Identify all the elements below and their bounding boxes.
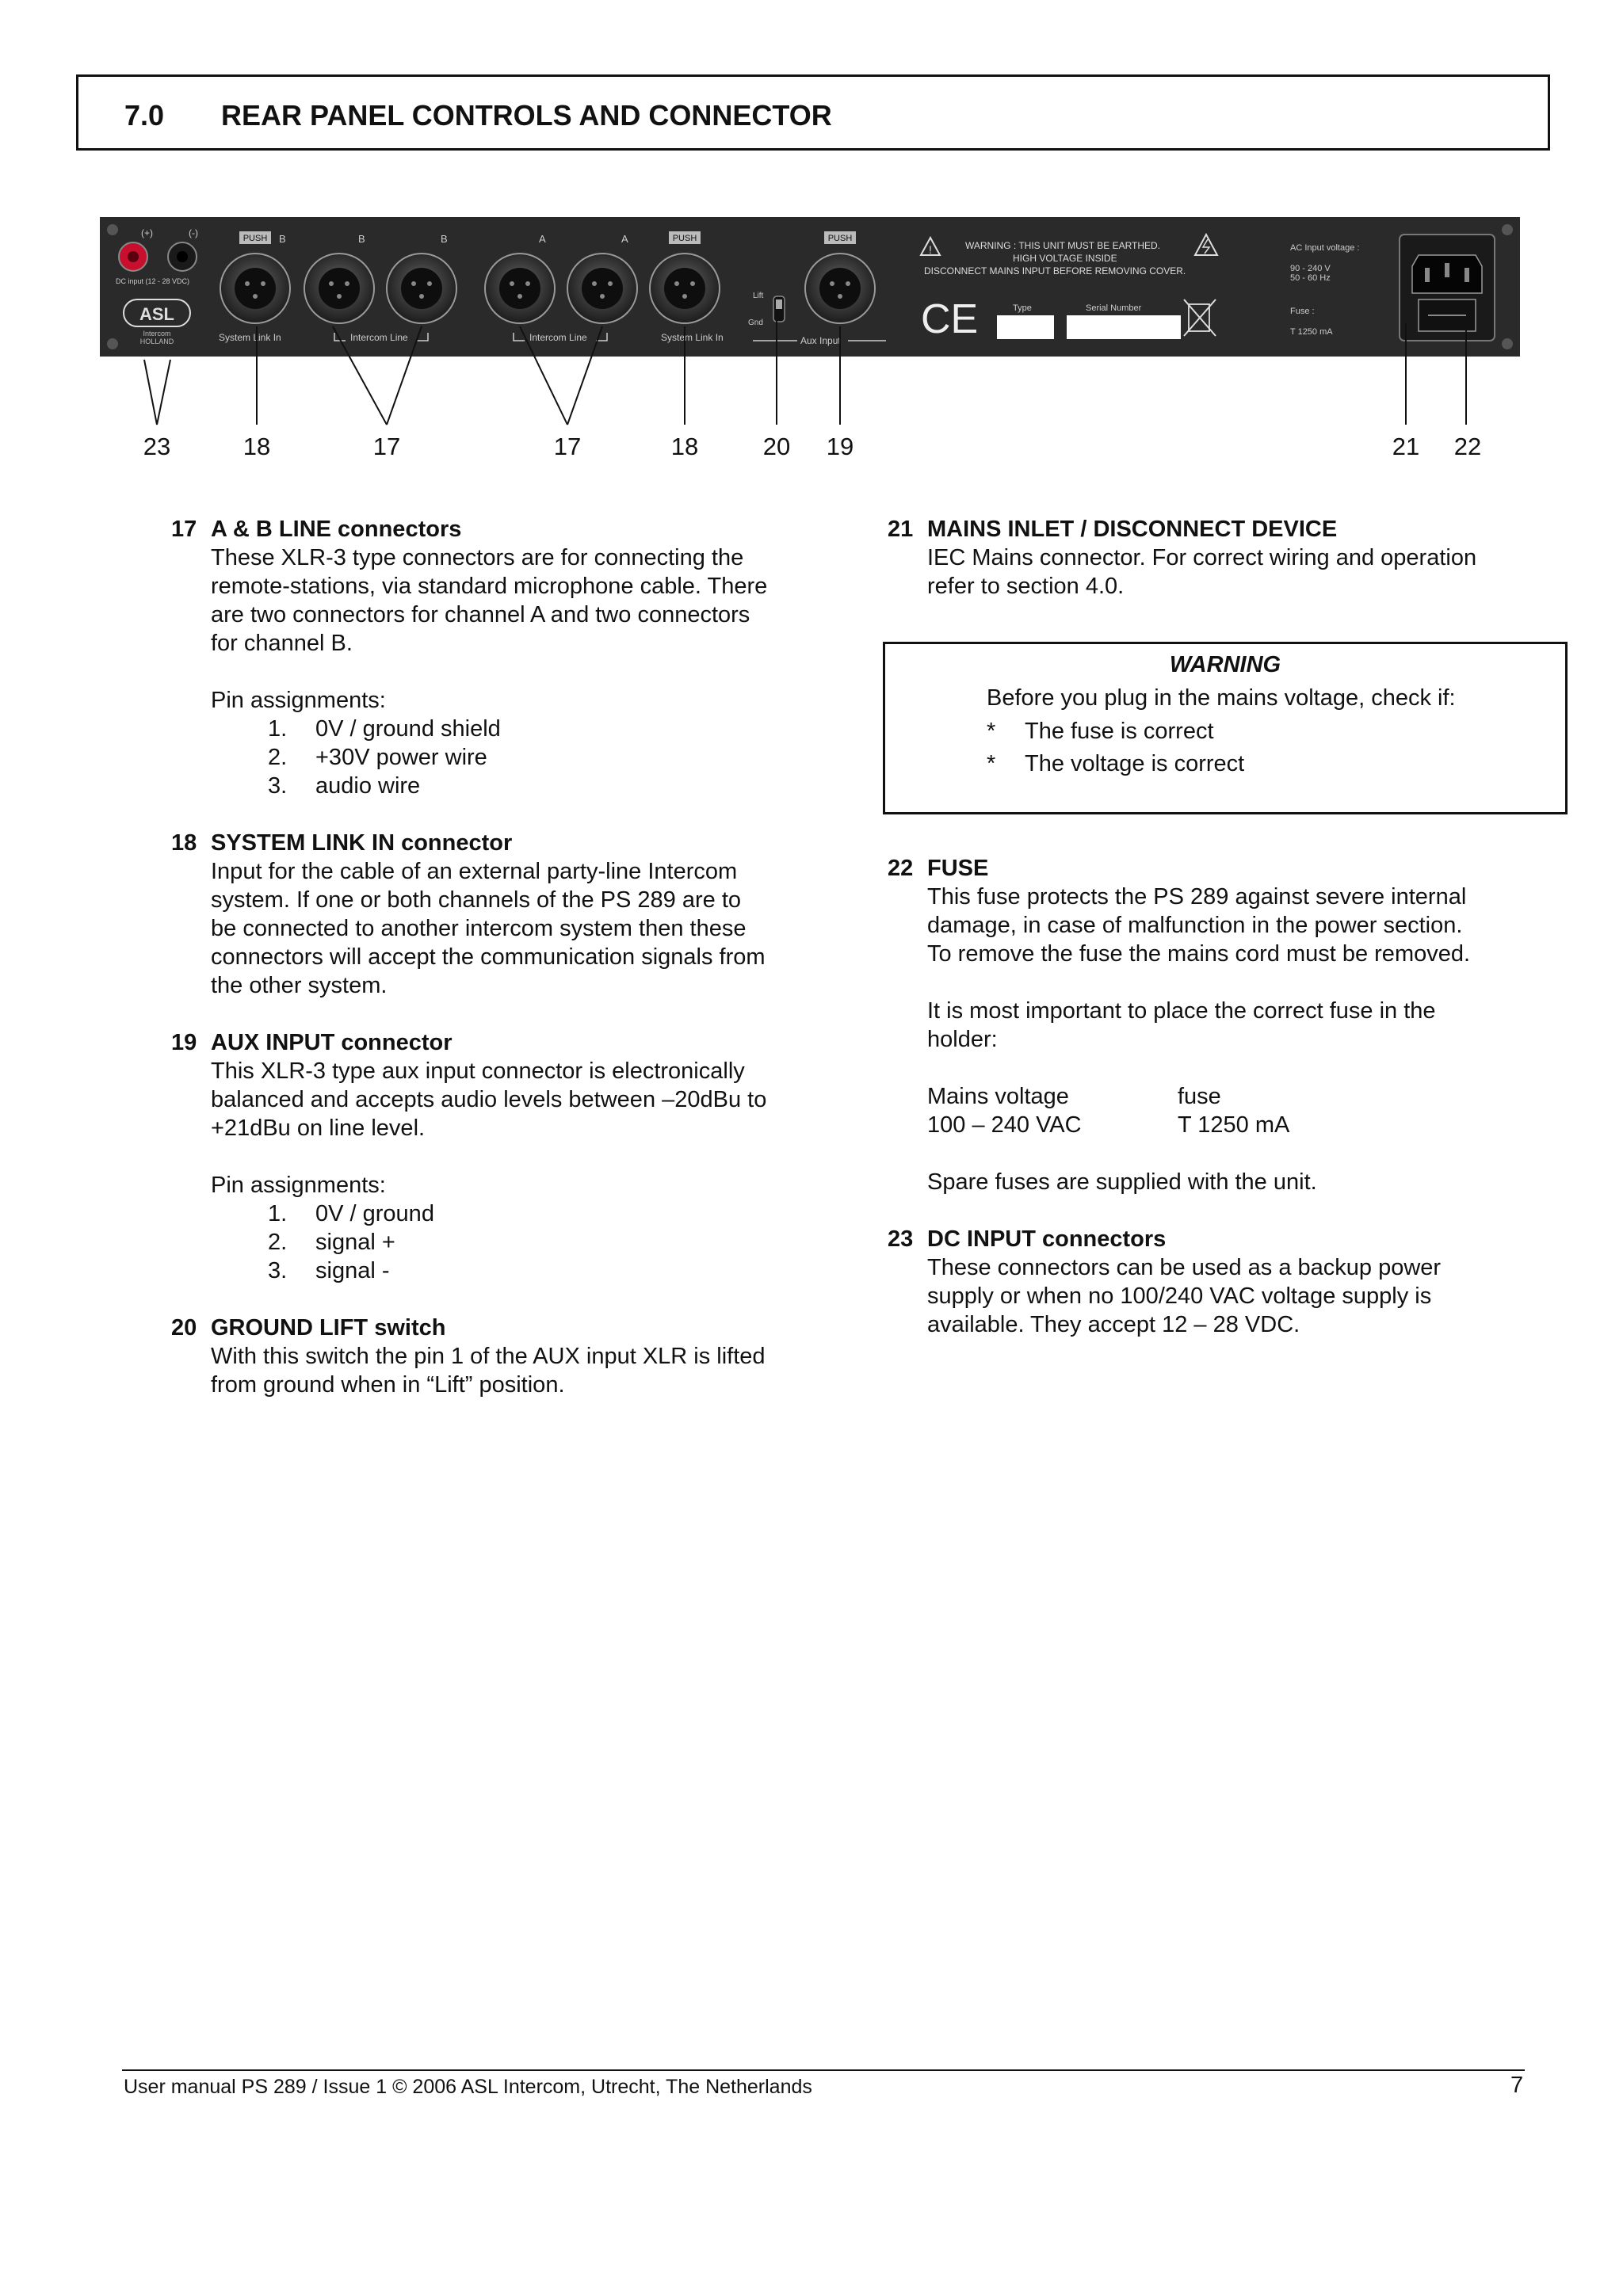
- section-22-line: It is most important to place the correct fuse in the: [927, 998, 1436, 1024]
- section-23-line: available. They accept 12 – 28 VDC.: [927, 1312, 1300, 1337]
- section-19-heading: 19 AUX INPUT connector: [171, 1030, 453, 1055]
- channel-a-label: A: [539, 233, 546, 245]
- section-19-line: balanced and accepts audio levels between –20dBu to: [211, 1087, 767, 1112]
- dc-plus-label: (+): [141, 227, 153, 238]
- section-18-line: connectors will accept the communication signals from: [211, 944, 766, 970]
- callout-18: 18: [242, 433, 271, 460]
- section-20-line: With this switch the pin 1 of the AUX input XLR is lifted: [211, 1344, 766, 1369]
- section-21: [888, 515, 1561, 601]
- fuse-table-header-voltage: Mains voltage: [927, 1084, 1069, 1109]
- section-19-line: +21dBu on line level.: [211, 1116, 426, 1141]
- section-18-line: be connected to another intercom system then these: [211, 916, 747, 941]
- svg-text:ASL: ASL: [139, 304, 174, 324]
- section-20-heading: 20 GROUND LIFT switch: [171, 1315, 446, 1341]
- intercom-line-label: Intercom Line: [350, 332, 408, 343]
- svg-text:!: !: [929, 243, 932, 256]
- dc-input-label: DC input (12 - 28 VDC): [116, 277, 190, 285]
- callout-18: 18: [670, 433, 699, 460]
- lift-label: Lift: [753, 292, 764, 300]
- warning-box: WARNING Before you plug in the mains voltage, check if: * The fuse is correct * The voltage is correct: [883, 642, 1568, 814]
- ce-mark: CE: [921, 296, 979, 342]
- intercom-line-label: Intercom Line: [529, 332, 587, 343]
- svg-text:Intercom: Intercom: [143, 330, 171, 338]
- pin-item: 1. 0V / ground: [268, 1201, 434, 1226]
- system-link-in-label: System Link In: [661, 332, 724, 343]
- left-column: [171, 515, 845, 1399]
- pin-assignments-title: Pin assignments:: [211, 688, 386, 713]
- callout-17: 17: [553, 433, 582, 460]
- push-label-1: PUSH: [242, 234, 268, 243]
- push-label-3: PUSH: [827, 234, 853, 243]
- ac-input-label: AC Input voltage :: [1290, 243, 1360, 253]
- section-22-23: [888, 854, 1561, 1339]
- callout-21: 21: [1392, 433, 1420, 460]
- section-21-line: IEC Mains connector. For correct wiring and operation: [927, 545, 1477, 570]
- pin-item: 1. 0V / ground shield: [268, 716, 501, 742]
- callout-19: 19: [826, 433, 854, 460]
- channel-b-label: B: [358, 233, 365, 245]
- spare-fuses-note: Spare fuses are supplied with the unit.: [927, 1169, 1317, 1195]
- svg-text:HOLLAND: HOLLAND: [139, 338, 174, 345]
- ac-range-voltage: 90 - 240 V: [1290, 264, 1331, 273]
- push-label-2: PUSH: [672, 234, 697, 243]
- warning-line-1: WARNING : THIS UNIT MUST BE EARTHED.: [965, 240, 1161, 251]
- channel-b-label: B: [441, 233, 448, 245]
- aux-input-label: Aux Input: [800, 335, 841, 346]
- serial-number-label: Serial Number: [1086, 303, 1142, 313]
- section-17-line: These XLR-3 type connectors are for connecting the: [211, 545, 744, 570]
- section-17-line: for channel B.: [211, 631, 353, 656]
- warning-line-2: HIGH VOLTAGE INSIDE: [1013, 253, 1117, 264]
- section-22-line: damage, in case of malfunction in the power section.: [927, 913, 1463, 938]
- gnd-label: Gnd: [748, 318, 763, 327]
- section-17-heading: 17 A & B LINE connectors: [171, 517, 462, 542]
- section-22-line: To remove the fuse the mains cord must be removed.: [927, 941, 1471, 967]
- fuse-table-fuse: T 1250 mA: [1178, 1112, 1290, 1138]
- section-20-line: from ground when in “Lift” position.: [211, 1372, 565, 1398]
- section-18-line: the other system.: [211, 973, 388, 998]
- page-number: 7: [1510, 2073, 1524, 2098]
- channel-b-label: B: [279, 233, 286, 245]
- section-title: REAR PANEL CONTROLS AND CONNECTOR: [221, 99, 832, 132]
- pin-item: 3. signal -: [268, 1258, 390, 1283]
- section-23-line: supply or when no 100/240 VAC voltage supply is: [927, 1283, 1432, 1309]
- warning-intro: Before you plug in the mains voltage, check if:: [987, 685, 1456, 711]
- pin-item: 3. audio wire: [268, 773, 421, 799]
- fuse-table-voltage: 100 – 240 VAC: [927, 1112, 1082, 1138]
- pin-item: 2. signal +: [268, 1230, 395, 1255]
- fuse-value: T 1250 mA: [1290, 327, 1333, 337]
- section-17-line: are two connectors for channel A and two connectors: [211, 602, 750, 627]
- channel-a-label: A: [621, 233, 628, 245]
- section-21-line: refer to section 4.0.: [927, 574, 1125, 599]
- footer-divider: [122, 2069, 1525, 2071]
- section-22-heading: 22 FUSE: [888, 856, 989, 881]
- system-link-in-label: System Link In: [219, 332, 281, 343]
- callout-22: 22: [1453, 433, 1482, 460]
- warning-title: WARNING: [1169, 652, 1281, 677]
- section-21-heading: 21 MAINS INLET / DISCONNECT DEVICE: [888, 517, 1338, 542]
- section-18-line: Input for the cable of an external party-line Intercom: [211, 859, 738, 884]
- section-number: 7.0: [124, 99, 165, 132]
- section-23-line: These connectors can be used as a backup power: [927, 1255, 1442, 1280]
- section-23-heading: 23 DC INPUT connectors: [888, 1226, 1167, 1252]
- footer-text: User manual PS 289 / Issue 1 © 2006 ASL Intercom, Utrecht, The Netherlands: [124, 2076, 812, 2098]
- fuse-table: [927, 1082, 1561, 1139]
- ac-range-frequency: 50 - 60 Hz: [1290, 273, 1331, 283]
- section-18-heading: 18 SYSTEM LINK IN connector: [171, 830, 513, 856]
- section-19-line: This XLR-3 type aux input connector is electronically: [211, 1058, 745, 1084]
- warning-line-3: DISCONNECT MAINS INPUT BEFORE REMOVING COVER.: [924, 265, 1186, 277]
- section-22-line: This fuse protects the PS 289 against severe internal: [927, 884, 1467, 910]
- type-label: Type: [1013, 303, 1032, 313]
- callout-23: 23: [143, 433, 171, 460]
- dc-minus-label: (-): [189, 227, 198, 238]
- fuse-label: Fuse :: [1290, 307, 1315, 316]
- section-18-line: system. If one or both channels of the PS 289 are to: [211, 887, 742, 913]
- callout-17: 17: [372, 433, 401, 460]
- section-17-line: remote-stations, via standard microphone cable. There: [211, 574, 768, 599]
- pin-assignments-title: Pin assignments:: [211, 1173, 386, 1198]
- fuse-table-header-fuse: fuse: [1178, 1084, 1221, 1109]
- callout-20: 20: [762, 433, 791, 460]
- section-22-line: holder:: [927, 1027, 998, 1052]
- pin-item: 2. +30V power wire: [268, 745, 487, 770]
